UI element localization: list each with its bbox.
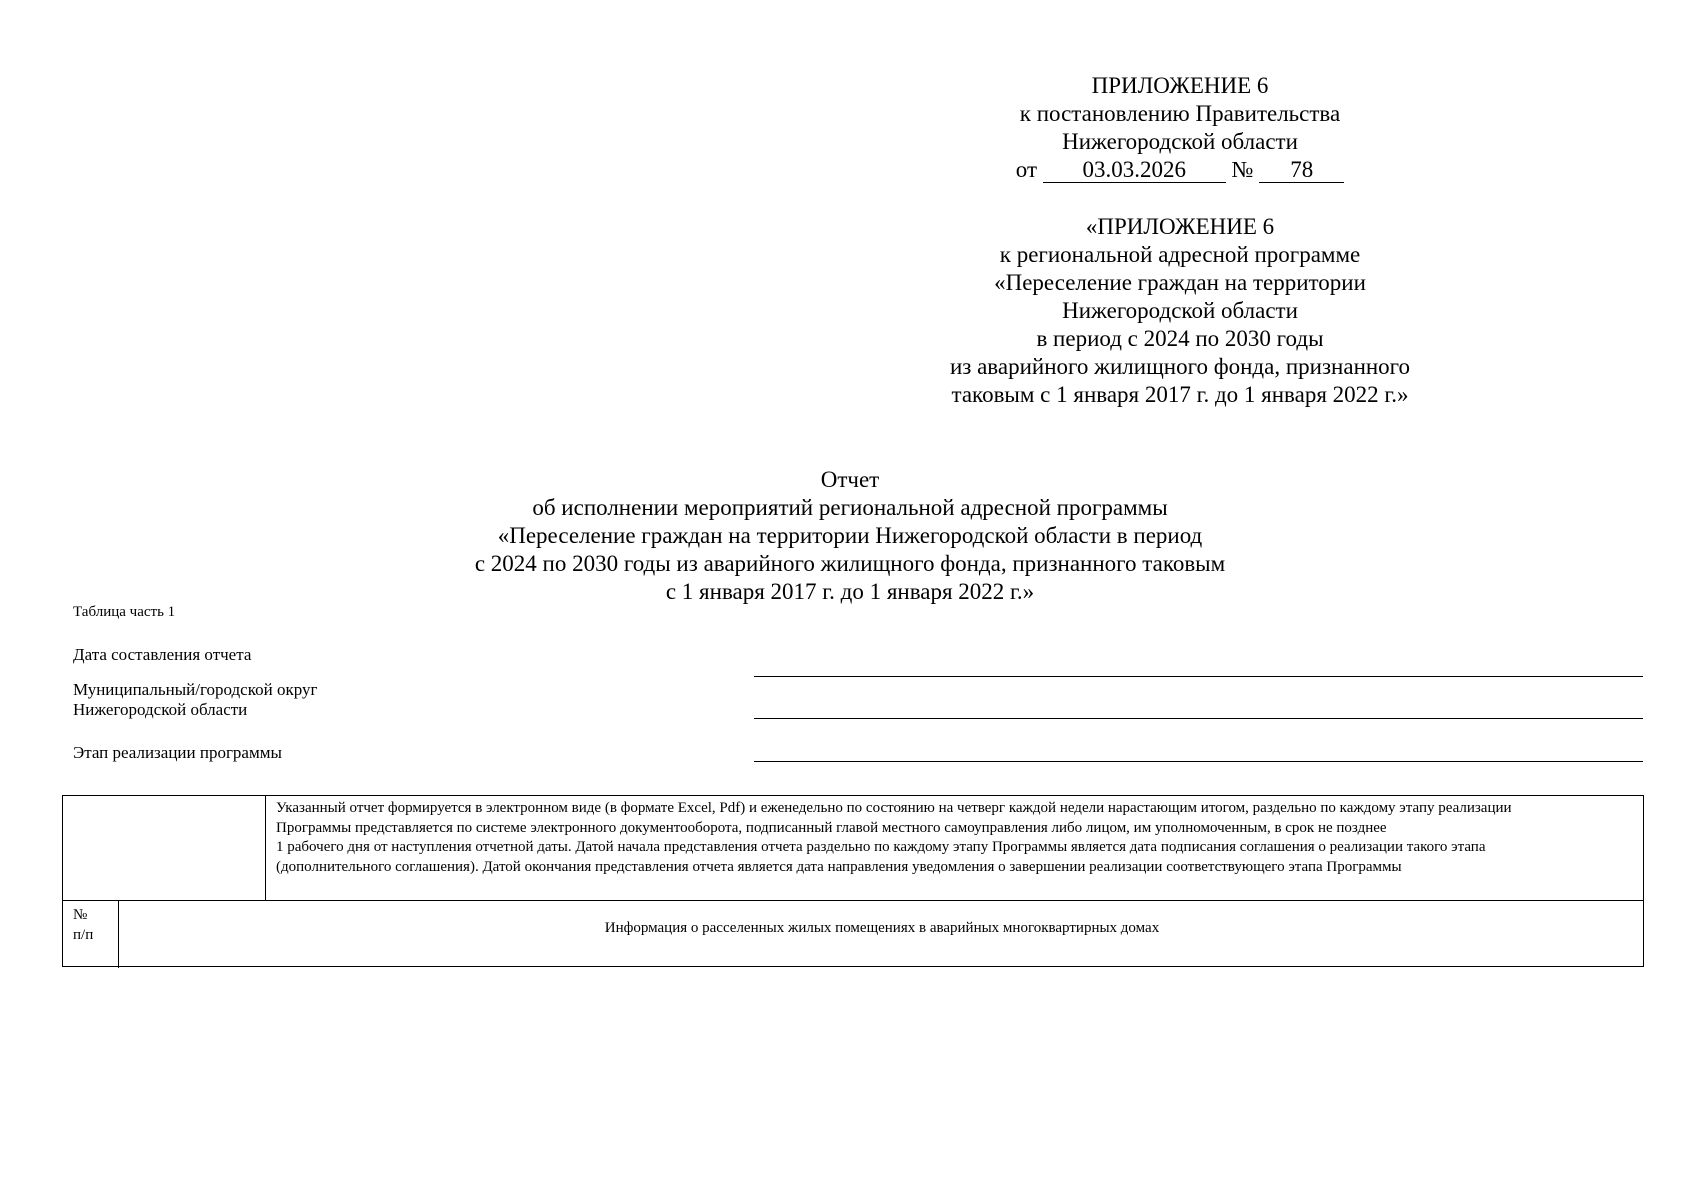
report-title-line: Отчет <box>820 467 880 492</box>
report-title-line: «Переселение граждан на территории Нижегородской области в период <box>497 523 1203 548</box>
report-table <box>62 795 1644 967</box>
nested-appendix-line: из аварийного жилищного фонда, признанного <box>949 354 1411 379</box>
table-note-line: Указанный отчет формируется в электронном виде (в формате Excel, Pdf) и еженедельно по состоянию на четверг каждой недели нарастающим итогом, раздельно по каждому этапу реализации <box>276 800 1512 816</box>
stage-field-line[interactable] <box>754 761 1643 762</box>
resolution-number: 78 <box>1259 158 1344 183</box>
row-number-header-line: № <box>73 907 88 923</box>
table-note-line: Программы представляется по системе электронного документооборота, подписанный главой местного самоуправления либо лицом, им уполномоченным, в срок не позднее <box>276 819 1387 836</box>
appendix-line-2: к постановлению Правительства <box>1019 101 1341 126</box>
report-title-line: с 2024 по 2030 годы из аварийного жилищного фонда, признанного таковым <box>474 551 1226 576</box>
date-field-line[interactable] <box>754 676 1643 677</box>
appendix-title: ПРИЛОЖЕНИЕ 6 <box>1091 73 1269 98</box>
appendix-header <box>880 72 1480 184</box>
row-number-header-line: п/п <box>73 927 94 943</box>
table-note-line: (дополнительного соглашения). Датой окончания представления отчета является дата направления уведомления о завершении реализации соответствующего этапа Программы <box>276 858 1402 875</box>
nested-appendix <box>880 213 1480 409</box>
appendix-line-3: Нижегородской области <box>1062 129 1298 154</box>
municipality-field-label-1: Муниципальный/городской округ <box>73 680 318 699</box>
from-label: от <box>1015 157 1038 182</box>
nested-appendix-line: в период с 2024 по 2030 годы <box>1036 326 1324 351</box>
table-divider <box>265 796 266 900</box>
table-divider <box>63 900 1643 901</box>
municipality-field-line[interactable] <box>754 718 1643 719</box>
nested-appendix-line: «Переселение граждан на территории <box>994 270 1366 295</box>
table-part-label: Таблица часть 1 <box>73 604 176 620</box>
report-title <box>360 466 1340 606</box>
table-note-line: 1 рабочего дня от наступления отчетной даты. Датой начала представления отчета раздельно по каждому этапу Программы является дата подписания соглашения о реализации такого этапа <box>276 839 1486 855</box>
info-column-header: Информация о расселенных жилых помещениях в аварийных многоквартирных домах <box>604 920 1160 936</box>
stage-field-label: Этап реализации программы <box>73 743 282 762</box>
report-title-line: об исполнении мероприятий региональной адресной программы <box>532 495 1168 520</box>
nested-appendix-line: таковым с 1 января 2017 г. до 1 января 2022 г.» <box>951 382 1409 407</box>
nested-appendix-line: к региональной адресной программе <box>999 242 1361 267</box>
municipality-field-label-2: Нижегородской области <box>73 700 248 719</box>
date-field-label: Дата составления отчета <box>73 645 252 664</box>
table-note <box>276 799 1621 877</box>
nested-appendix-line: «ПРИЛОЖЕНИЕ 6 <box>1085 214 1275 239</box>
number-label: № <box>1231 157 1254 182</box>
appendix-signature-row <box>880 156 1480 184</box>
nested-appendix-line: Нижегородской области <box>1062 298 1298 323</box>
table-divider <box>118 900 119 968</box>
resolution-date: 03.03.2026 <box>1043 158 1226 183</box>
row-number-header <box>73 905 93 945</box>
report-title-line: с 1 января 2017 г. до 1 января 2022 г.» <box>665 579 1035 604</box>
